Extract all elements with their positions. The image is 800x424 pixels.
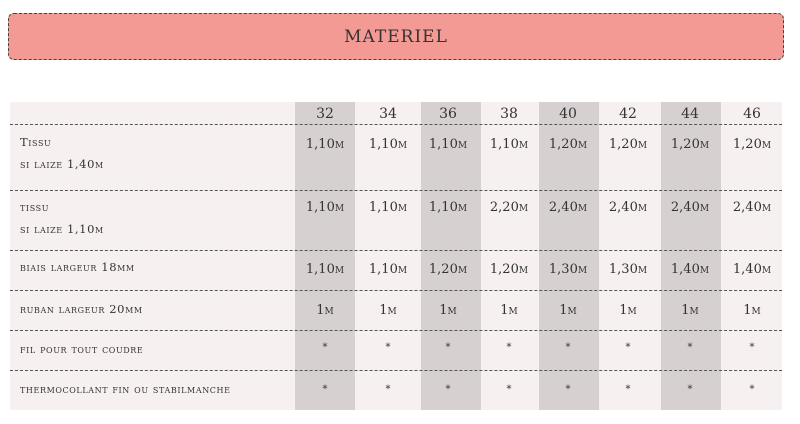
table-cell: 1m	[681, 303, 699, 318]
page-title: MATERIEL	[344, 26, 448, 47]
table-cell: *	[322, 342, 328, 353]
row-label: thermocollant fin ou stabilmanche	[20, 382, 231, 396]
table-cell: 1m	[316, 303, 334, 318]
table-cell: 1,10m	[428, 200, 468, 215]
size-header: 46	[743, 106, 761, 122]
row-label: Tissu	[20, 135, 52, 149]
table-cell: 2,40m	[548, 200, 588, 215]
table-cell: 1,20m	[608, 137, 648, 152]
table-cell: 1,20m	[732, 137, 772, 152]
table-cell: 1,10m	[368, 137, 408, 152]
title-banner	[8, 13, 784, 60]
table-cell: 2,40m	[732, 200, 772, 215]
table-cell: *	[749, 342, 755, 353]
table-cell: *	[506, 384, 512, 395]
size-header: 40	[559, 106, 577, 122]
size-header: 44	[681, 106, 699, 122]
row-label: si laize 1,40m	[20, 157, 104, 171]
table-cell: 1,10m	[368, 200, 408, 215]
table-cell: 1m	[743, 303, 761, 318]
table-cell: *	[506, 342, 512, 353]
table-cell: 2,40m	[670, 200, 710, 215]
table-cell: 1m	[439, 303, 457, 318]
row-divider	[10, 290, 782, 291]
row-label: si laize 1,10m	[20, 222, 104, 236]
table-cell: *	[687, 384, 693, 395]
table-cell: *	[625, 342, 631, 353]
size-header: 34	[379, 106, 397, 122]
table-cell: 1,40m	[670, 262, 710, 277]
table-cell: 1m	[379, 303, 397, 318]
table-cell: 1,10m	[489, 137, 529, 152]
table-cell: 1,30m	[608, 262, 648, 277]
table-cell: 1,20m	[428, 262, 468, 277]
size-header: 42	[619, 106, 637, 122]
row-divider	[10, 124, 782, 125]
row-divider	[10, 250, 782, 251]
table-cell: *	[565, 342, 571, 353]
table-cell: *	[625, 384, 631, 395]
table-cell: *	[385, 342, 391, 353]
row-divider	[10, 370, 782, 371]
table-cell: *	[749, 384, 755, 395]
table-cell: 1,40m	[732, 262, 772, 277]
row-divider	[10, 330, 782, 331]
table-cell: 1,10m	[305, 200, 345, 215]
size-header: 38	[500, 106, 518, 122]
table-cell: 1,10m	[305, 137, 345, 152]
table-cell: 2,40m	[608, 200, 648, 215]
table-cell: 1m	[559, 303, 577, 318]
table-cell: 1,20m	[548, 137, 588, 152]
table-cell: 1,10m	[428, 137, 468, 152]
table-cell: *	[565, 384, 571, 395]
size-header: 36	[439, 106, 457, 122]
table-cell: 1,30m	[548, 262, 588, 277]
table-cell: *	[445, 384, 451, 395]
row-label: fil pour tout coudre	[20, 342, 144, 356]
table-cell: *	[687, 342, 693, 353]
row-label: tissu	[20, 200, 50, 214]
table-cell: 1,20m	[489, 262, 529, 277]
table-cell: 1m	[619, 303, 637, 318]
table-cell: 1,10m	[305, 262, 345, 277]
table-cell: 1,10m	[368, 262, 408, 277]
table-cell: *	[385, 384, 391, 395]
table-cell: *	[445, 342, 451, 353]
row-label: ruban largeur 20mm	[20, 302, 143, 316]
size-header: 32	[316, 106, 334, 122]
table-cell: 1m	[500, 303, 518, 318]
row-divider	[10, 190, 782, 191]
table-cell: *	[322, 384, 328, 395]
row-label: biais largeur 18mm	[20, 260, 135, 274]
table-cell: 1,20m	[670, 137, 710, 152]
table-cell: 2,20m	[489, 200, 529, 215]
